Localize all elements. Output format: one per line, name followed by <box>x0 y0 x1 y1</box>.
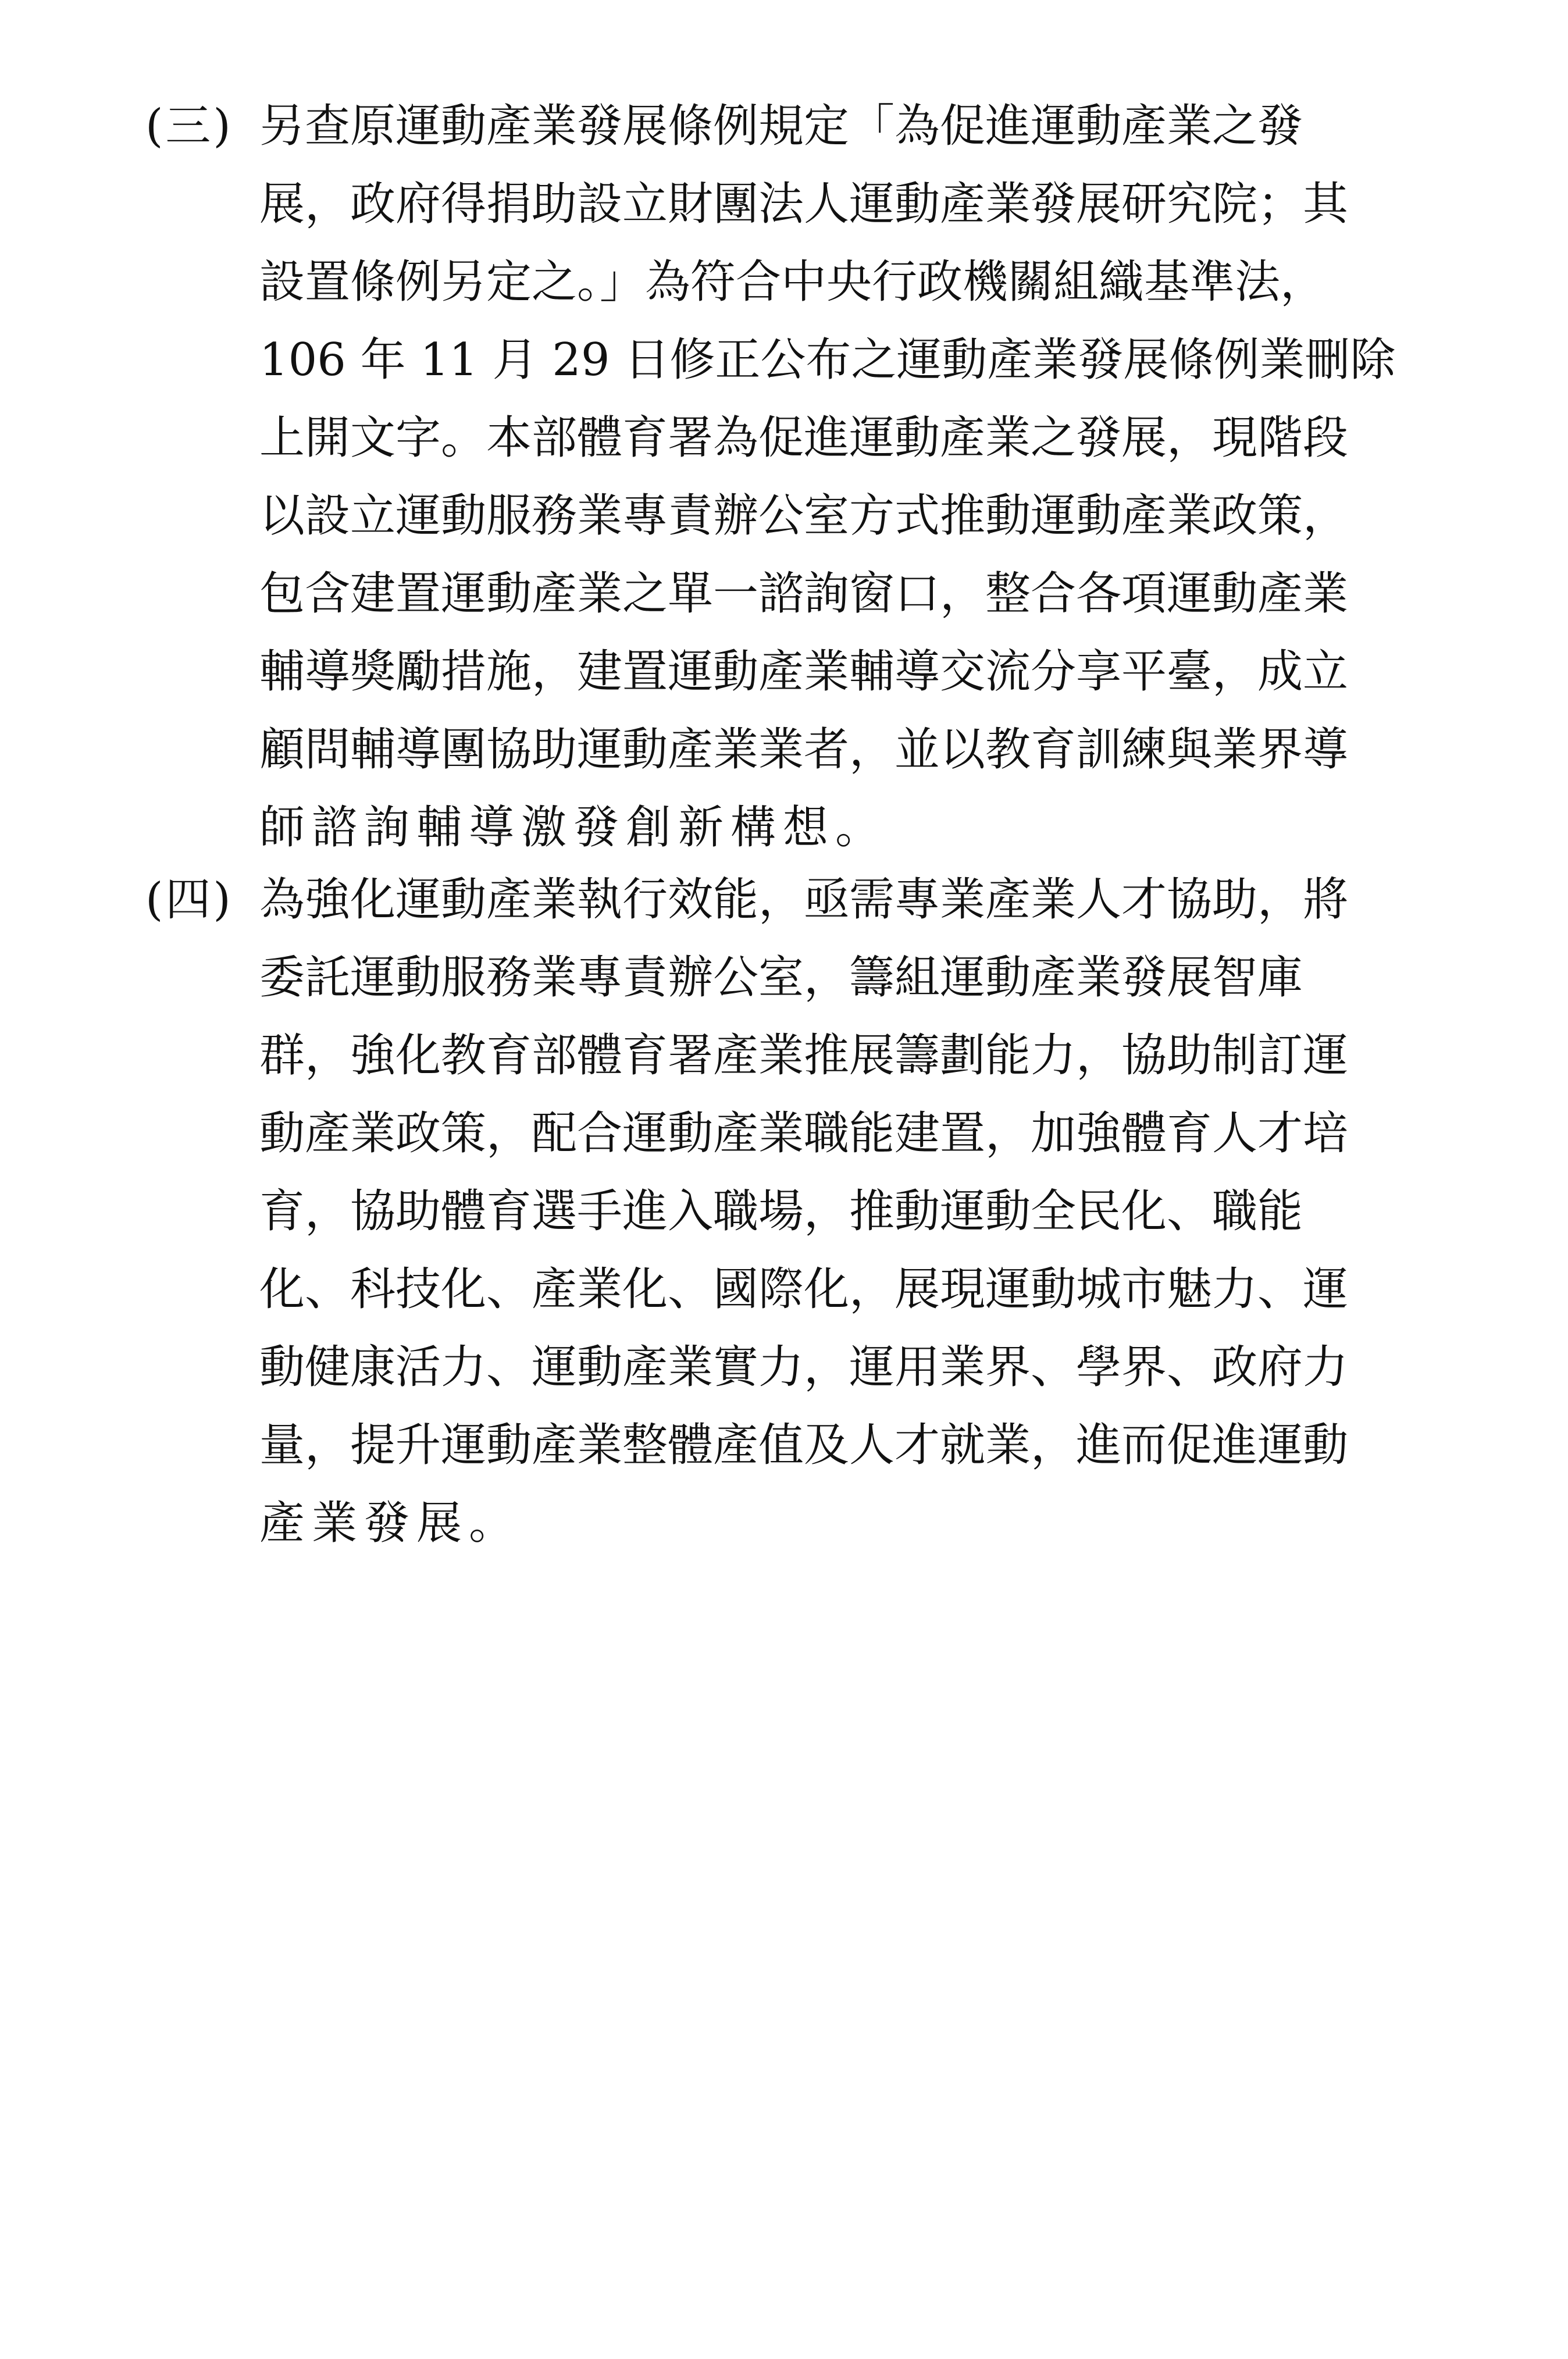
section-marker: (三) <box>145 100 233 152</box>
body-line: 輔導獎勵措施，建置運動產業輔導交流分享平臺，成立 <box>259 646 1349 698</box>
body-line: 群，強化教育部體育署產業推展籌劃能力，協助制訂運 <box>259 1029 1349 1082</box>
body-line: 動產業政策，配合運動產業職能建置，加強體育人才培 <box>259 1107 1349 1160</box>
body-line: 產業發展。 <box>259 1497 522 1549</box>
body-line: 為強化運動產業執行效能，亟需專業產業人才協助，將 <box>259 874 1349 926</box>
body-line: 師諮詢輔導激發創新構想。 <box>259 801 888 854</box>
body-line: 包含建置運動產業之單一諮詢窗口，整合各項運動產業 <box>259 568 1349 620</box>
body-line: 另查原運動產業發展條例規定「為促進運動產業之發 <box>259 100 1303 152</box>
body-line: 設置條例另定之。」為符合中央行政機關組織基準法， <box>259 256 1326 308</box>
body-line: 委託運動服務業專責辦公室，籌組運動產業發展智庫 <box>259 952 1303 1004</box>
body-line: 量，提升運動產業整體產值及人才就業，進而促進運動 <box>259 1419 1349 1471</box>
section-marker: (四) <box>145 874 233 926</box>
body-line: 上開文字。本部體育署為促進運動產業之發展，現階段 <box>259 412 1349 464</box>
body-line: 動健康活力、運動產業實力，運用業界、學界、政府力 <box>259 1341 1349 1394</box>
body-line: 以設立運動服務業專責辦公室方式推動運動產業政策， <box>259 490 1349 542</box>
body-line: 育，協助體育選手進入職場，推動運動全民化、職能 <box>259 1185 1303 1238</box>
body-line: 106 年 11 月 29 日修正公布之運動產業發展條例業刪除 <box>259 334 1396 386</box>
body-line: 化、科技化、產業化、國際化，展現運動城市魅力、運 <box>259 1263 1349 1316</box>
body-line: 顧問輔導團協助運動產業業者，並以教育訓練與業界導 <box>259 724 1349 776</box>
body-line: 展，政府得捐助設立財團法人運動產業發展研究院；其 <box>259 178 1349 230</box>
